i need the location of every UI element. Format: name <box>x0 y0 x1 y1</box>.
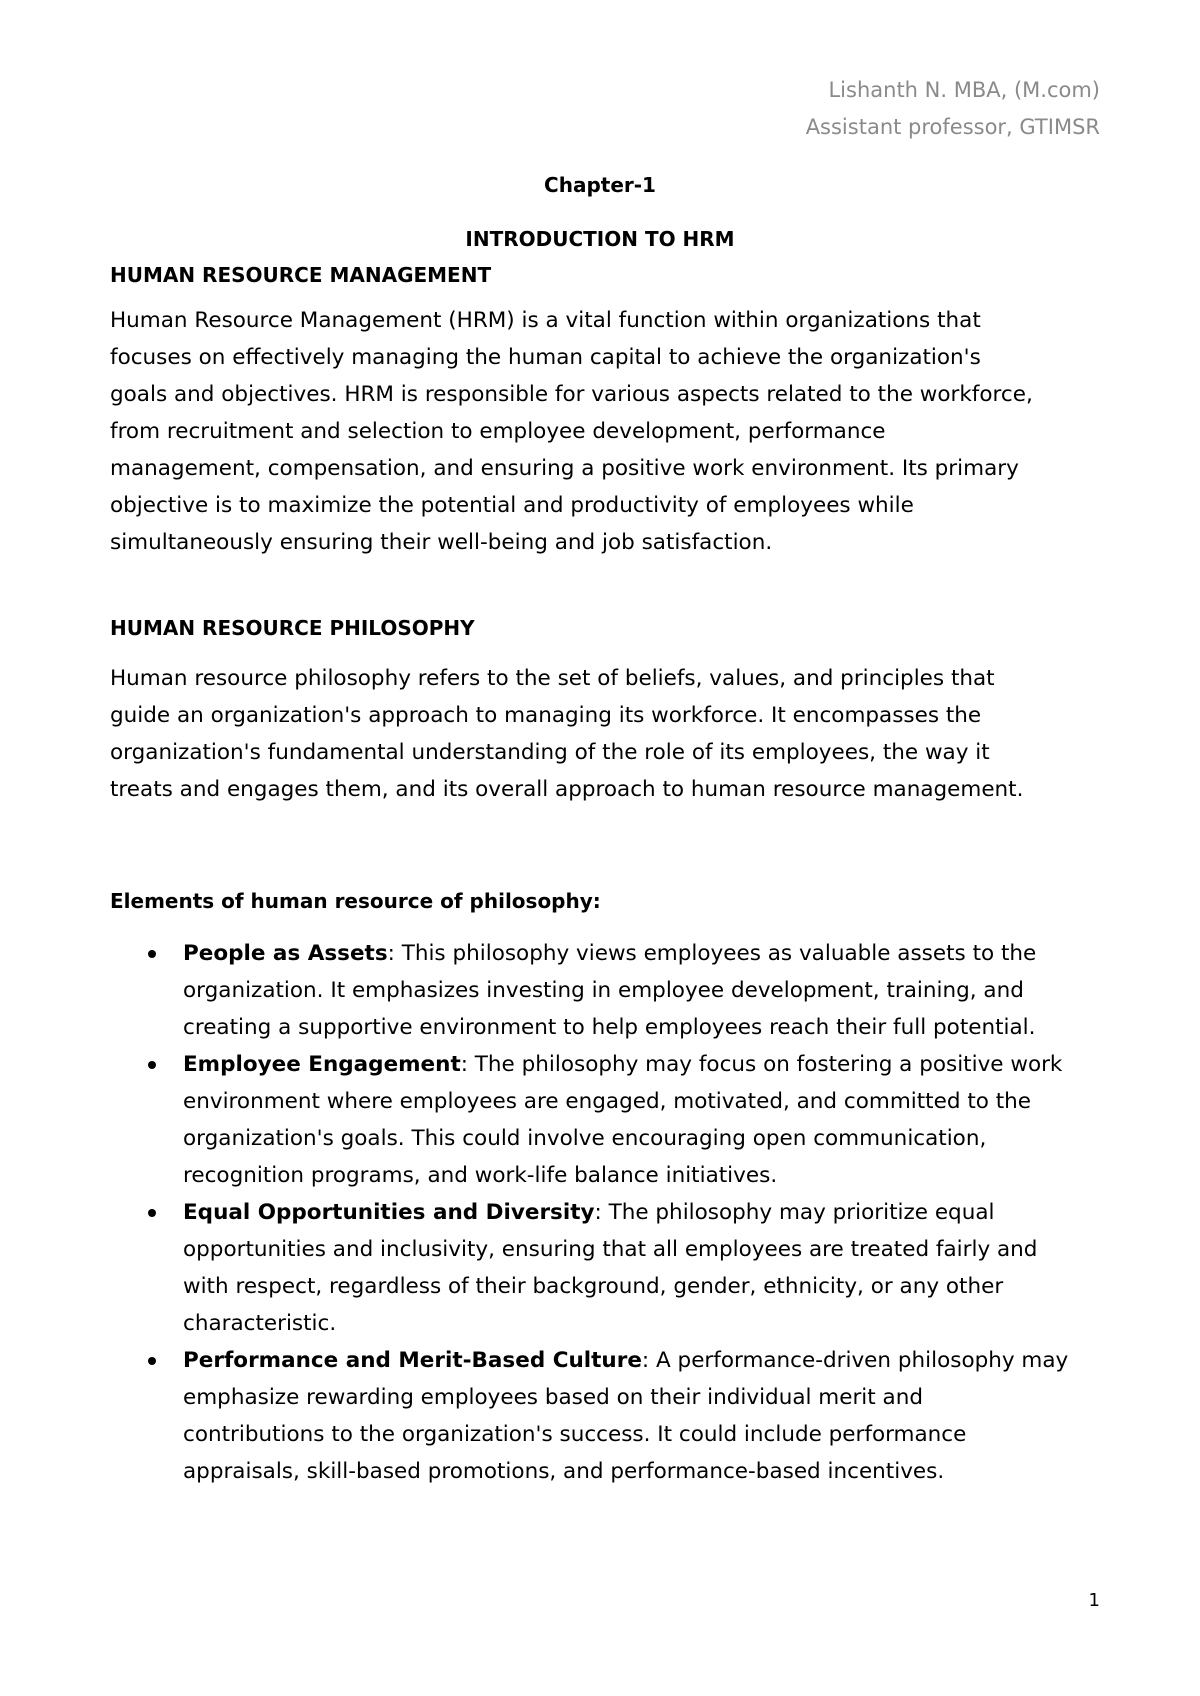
list-item-term: Employee Engagement <box>183 1052 461 1077</box>
paragraph-philosophy <box>110 660 1110 808</box>
paragraph-line: goals and objectives. HRM is responsible for various aspects related to the workforce, <box>110 382 1033 407</box>
list-item <box>110 1194 1110 1342</box>
section-heading-elements: Elements of human resource of philosophy: <box>110 889 601 913</box>
paragraph-line: from recruitment and selection to employee development, performance <box>110 419 886 444</box>
author-name: Lishanth N. MBA, (M.com) <box>828 78 1100 102</box>
list-item-text: : This philosophy views employees as valuable assets to the <box>387 941 1037 966</box>
list-item <box>110 1342 1110 1490</box>
paragraph-line: focuses on effectively managing the human capital to achieve the organization's <box>110 345 981 370</box>
list-item-line: contributions to the organization's success. It could include performance <box>183 1422 967 1447</box>
list-item-line: opportunities and inclusivity, ensuring that all employees are treated fairly and <box>183 1237 1038 1262</box>
list-item-text: : The philosophy may prioritize equal <box>594 1200 995 1225</box>
list-item-line: organization. It emphasizes investing in employee development, training, and <box>183 978 1024 1003</box>
paragraph-line: objective is to maximize the potential and productivity of employees while <box>110 493 914 518</box>
bullet-icon <box>148 1357 156 1365</box>
author-block <box>806 72 1100 146</box>
paragraph-hrm <box>110 302 1110 561</box>
elements-list <box>110 935 1110 1490</box>
list-item-line: emphasize rewarding employees based on their individual merit and <box>183 1385 923 1410</box>
section-heading-hrm: HUMAN RESOURCE MANAGEMENT <box>110 263 492 287</box>
list-item-text: : The philosophy may focus on fostering a positive work <box>460 1052 1063 1077</box>
paragraph-line: Human Resource Management (HRM) is a vital function within organizations that <box>110 308 981 333</box>
paragraph-line: treats and engages them, and its overall approach to human resource management. <box>110 777 1024 802</box>
list-item-line: characteristic. <box>183 1311 337 1336</box>
section-heading-philosophy: HUMAN RESOURCE PHILOSOPHY <box>110 616 475 640</box>
list-item-line: with respect, regardless of their background, gender, ethnicity, or any other <box>183 1274 1004 1299</box>
list-item-term: Performance and Merit-Based Culture <box>183 1348 642 1373</box>
list-item-term: Equal Opportunities and Diversity <box>183 1200 595 1225</box>
paragraph-line: simultaneously ensuring their well-being and job satisfaction. <box>110 530 773 555</box>
chapter-label: Chapter-1 <box>544 173 656 197</box>
list-item-line: creating a supportive environment to help employees reach their full potential. <box>183 1015 1036 1040</box>
page-number: 1 <box>1088 1590 1100 1611</box>
bullet-icon <box>148 1061 156 1069</box>
chapter-title: INTRODUCTION TO HRM <box>465 227 735 251</box>
paragraph-line: organization's fundamental understanding of the role of its employees, the way it <box>110 740 990 765</box>
paragraph-line: Human resource philosophy refers to the set of beliefs, values, and principles that <box>110 666 995 691</box>
paragraph-line: guide an organization's approach to managing its workforce. It encompasses the <box>110 703 982 728</box>
list-item-line: appraisals, skill-based promotions, and performance-based incentives. <box>183 1459 945 1484</box>
author-position: Assistant professor, GTIMSR <box>805 115 1100 139</box>
bullet-icon <box>148 1209 156 1217</box>
list-item <box>110 1046 1110 1194</box>
list-item-line: recognition programs, and work-life balance initiatives. <box>183 1163 778 1188</box>
list-item-term: People as Assets <box>183 941 388 966</box>
list-item-text: : A performance-driven philosophy may <box>641 1348 1069 1373</box>
bullet-icon <box>148 950 156 958</box>
list-item-line: organization's goals. This could involve encouraging open communication, <box>183 1126 987 1151</box>
list-item <box>110 935 1110 1046</box>
list-item-line: environment where employees are engaged, motivated, and committed to the <box>183 1089 1032 1114</box>
paragraph-line: management, compensation, and ensuring a positive work environment. Its primary <box>110 456 1019 481</box>
